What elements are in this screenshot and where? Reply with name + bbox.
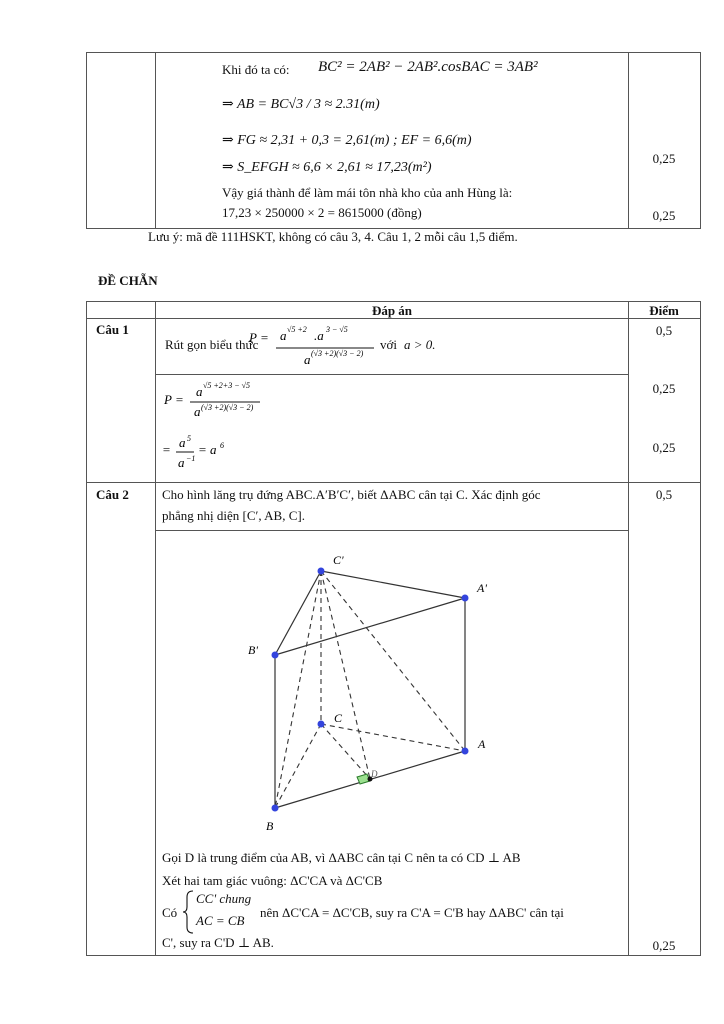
vertex-a — [462, 748, 469, 755]
label-c: C — [334, 711, 343, 725]
q1-prompt-before: Rút gọn biểu thức — [165, 337, 259, 352]
q2-prompt-line2: phẳng nhị diện [C′, AB, C]. — [162, 508, 305, 523]
svg-text:a: a — [194, 404, 201, 419]
q2-solution-line2: Xét hai tam giác vuông: ΔC'CA và ΔC'CB — [162, 873, 383, 888]
label-a-prime: A' — [477, 581, 487, 595]
score-top-2: 0,25 — [652, 208, 676, 223]
q2-brace-bottom: AC = CB — [196, 913, 245, 928]
q1-prompt-after: với — [380, 337, 397, 352]
label-b: B — [266, 819, 274, 833]
q2-solution-line1: Gọi D là trung điểm của AB, vì ΔABC cân tại C nên ta có CD ⊥ AB — [162, 850, 521, 865]
svg-text:a: a — [179, 435, 186, 450]
q2-solution-line4: C', suy ra C'D ⊥ AB. — [162, 935, 274, 950]
q2-solution-line3-rest: nên ΔC'CA = ΔC'CB, suy ra C'A = C'B hay ΔABC' cân tại — [260, 905, 564, 920]
vertex-a-prime — [462, 595, 469, 602]
prism-figure — [230, 548, 510, 838]
line1-math: BC² = 2AB² − 2AB².cosBAC = 3AB² — [318, 59, 538, 75]
svg-text:5: 5 — [187, 434, 191, 443]
header-answer: Đáp án — [371, 303, 413, 318]
q1-step1-formula — [160, 378, 290, 422]
q1-condition: a > 0. — [404, 337, 436, 352]
label-a: A — [478, 737, 486, 751]
svg-text:6: 6 — [220, 441, 224, 450]
q2-prompt-line1: Cho hình lăng trụ đứng ABC.A′B′C′, biết ΔABC cân tại C. Xác định góc — [162, 487, 541, 502]
line5-text: Vậy giá thành để làm mái tôn nhà kho của anh Hùng là: — [222, 185, 513, 200]
note-text: Lưu ý: mã đề 111HSKT, không có câu 3, 4. Câu 1, 2 mỗi câu 1,5 điểm. — [148, 229, 518, 244]
vertex-c-prime — [318, 568, 325, 575]
svg-text:√5 +2: √5 +2 — [287, 325, 307, 334]
score-top-1: 0,25 — [652, 151, 676, 166]
q1-score: 0,5 — [655, 323, 673, 338]
q1-expression-formula — [246, 320, 378, 368]
svg-text:−1: −1 — [186, 454, 196, 463]
q2-brace-top: CC' chung — [196, 891, 252, 906]
vertex-b-prime — [272, 652, 279, 659]
svg-text:= a: = a — [198, 442, 217, 457]
section-title: ĐỀ CHẴN — [98, 273, 158, 288]
q2-solution-line3-prefix: Có — [162, 905, 178, 920]
vertex-b — [272, 805, 279, 812]
line6-text: 17,23 × 250000 × 2 = 8615000 (đồng) — [222, 205, 422, 220]
label-b-prime: B' — [248, 643, 258, 657]
svg-text:a: a — [178, 455, 185, 470]
svg-text:(√3 +2)(√3 − 2): (√3 +2)(√3 − 2) — [311, 349, 364, 358]
line2-math: ⇒ AB = BC√3 / 3 ≈ 2.31(m) — [222, 97, 380, 112]
svg-text:a: a — [304, 352, 311, 367]
q2-solution-score: 0,25 — [652, 938, 676, 953]
label-c-prime: C' — [333, 553, 344, 567]
brace-icon — [181, 889, 195, 935]
q1-label: Câu 1 — [96, 322, 129, 337]
svg-text:(√3 +2)(√3 − 2): (√3 +2)(√3 − 2) — [201, 403, 254, 412]
line3-math: ⇒ FG ≈ 2,31 + 0,3 = 2,61(m) ; EF = 6,6(m) — [222, 133, 472, 148]
svg-text:√5 +2+3 − √5: √5 +2+3 − √5 — [203, 381, 250, 390]
svg-text:a: a — [280, 328, 287, 343]
line4-math: ⇒ S_EFGH ≈ 6,6 × 2,61 ≈ 17,23(m²) — [222, 160, 432, 175]
q2-score: 0,5 — [655, 487, 673, 502]
svg-text:=: = — [162, 442, 171, 457]
svg-text:P =: P = — [164, 392, 184, 407]
vertex-c — [318, 721, 325, 728]
svg-text:a: a — [196, 384, 203, 399]
line1-label: Khi đó ta có: — [222, 62, 290, 77]
q1-step2-formula — [160, 432, 250, 476]
q2-label: Câu 2 — [96, 487, 129, 502]
svg-text:.a: .a — [314, 328, 324, 343]
svg-text:3 − √5: 3 − √5 — [326, 325, 348, 334]
header-score: Điểm — [649, 303, 679, 318]
label-d: D — [371, 769, 378, 779]
q1-step1-score: 0,25 — [652, 381, 676, 396]
q1-step2-score: 0,25 — [652, 440, 676, 455]
svg-text:P =: P = — [249, 330, 269, 345]
